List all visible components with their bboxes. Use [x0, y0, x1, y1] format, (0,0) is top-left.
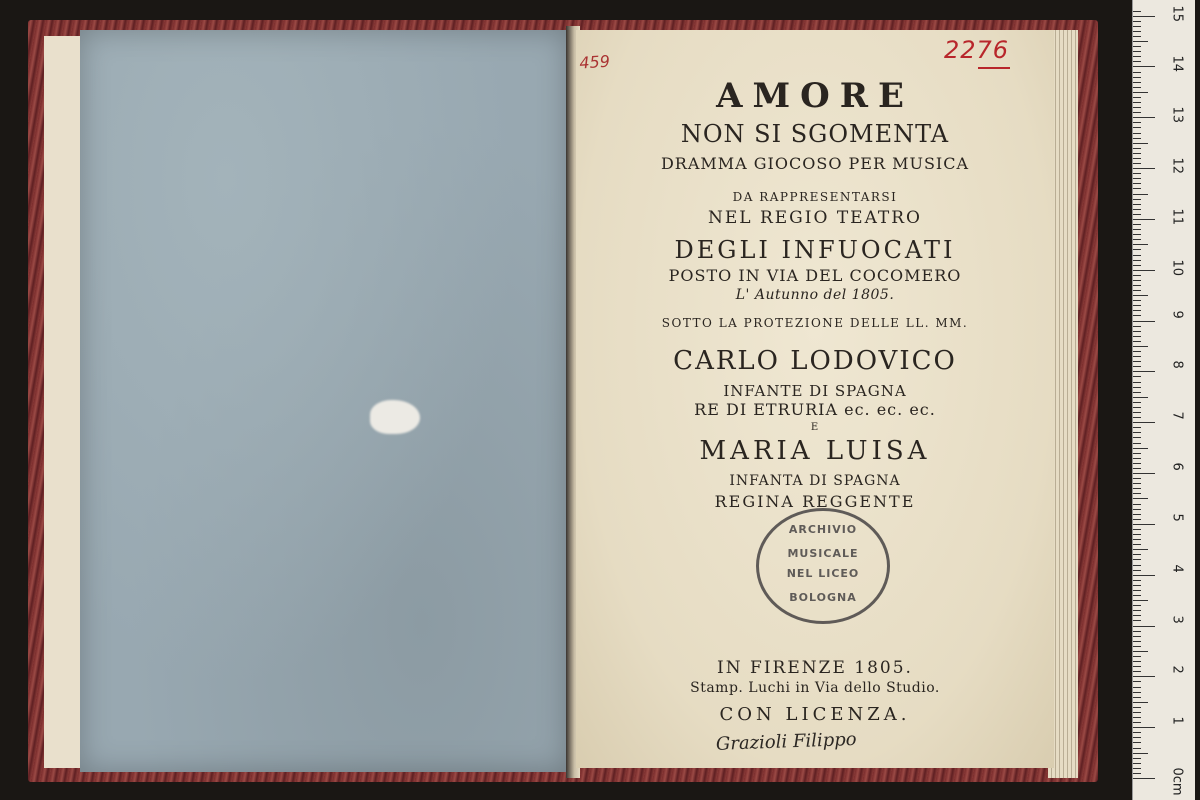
ruler-tick	[1133, 56, 1141, 57]
ruler-tick	[1133, 376, 1141, 377]
theatre-line: NEL REGIO TEATRO	[708, 208, 922, 228]
ruler-tick	[1133, 112, 1141, 113]
ruler-tick	[1133, 631, 1141, 632]
subtitle: NON SI SGOMENTA	[680, 120, 950, 148]
ruler-tick	[1133, 244, 1148, 245]
ruler-tick	[1133, 504, 1141, 505]
ruler-tick	[1133, 371, 1155, 372]
ruler-tick	[1133, 493, 1141, 494]
ruler-label: 14	[1169, 55, 1185, 73]
ruler-tick	[1133, 671, 1141, 672]
ruler-tick	[1133, 412, 1141, 413]
ruler-tick	[1133, 51, 1141, 52]
shelfmark-underline	[978, 67, 1010, 69]
stamp-line-4: BOLOGNA	[789, 591, 857, 604]
ruler-tick	[1133, 122, 1141, 123]
ruler-tick	[1133, 712, 1141, 713]
ruler-tick	[1133, 737, 1141, 738]
ruler-tick	[1133, 559, 1141, 560]
ruler-tick	[1133, 539, 1141, 540]
ruler-tick	[1133, 224, 1141, 225]
ruler-tick	[1133, 427, 1141, 428]
ruler-tick	[1133, 255, 1141, 256]
ruler-tick	[1133, 463, 1141, 464]
ruler-tick	[1133, 36, 1141, 37]
ruler-tick	[1133, 748, 1141, 749]
ruler-tick	[1133, 66, 1155, 67]
ruler-tick	[1133, 443, 1141, 444]
ruler-tick	[1133, 742, 1141, 743]
ruler-tick	[1133, 722, 1141, 723]
ruler-tick	[1133, 234, 1141, 235]
ruler-tick	[1133, 600, 1148, 601]
ruler-tick	[1133, 331, 1141, 332]
ruler-tick	[1133, 529, 1141, 530]
ruler-tick	[1133, 585, 1141, 586]
blue-paper-board	[80, 30, 568, 772]
ruler-tick	[1133, 382, 1141, 383]
ruler-tick	[1133, 651, 1148, 652]
ruler-tick	[1133, 580, 1141, 581]
ruler-tick	[1133, 72, 1141, 73]
measurement-ruler	[1132, 0, 1195, 800]
ruler-tick	[1133, 188, 1141, 189]
ruler-tick	[1133, 87, 1141, 88]
ruler-label: 6	[1169, 462, 1185, 471]
ruler-tick	[1133, 646, 1141, 647]
ruler-tick	[1133, 732, 1141, 733]
ruler-tick	[1133, 229, 1141, 230]
title: AMORE	[716, 76, 914, 116]
genre: DRAMMA GIOCOSO PER MUSICA	[660, 154, 970, 173]
ruler-tick	[1133, 315, 1141, 316]
ruler-tick	[1133, 117, 1155, 118]
ruler-tick	[1133, 595, 1141, 596]
ruler-tick	[1133, 300, 1141, 301]
ruler-tick	[1133, 605, 1141, 606]
ruler-label: 8	[1169, 360, 1185, 370]
ruler-tick	[1133, 143, 1148, 144]
ruler-label: 5	[1169, 513, 1185, 522]
ruler-tick	[1133, 321, 1155, 322]
ruler-tick	[1133, 336, 1141, 337]
ruler-tick	[1133, 488, 1141, 489]
ruler-tick	[1133, 148, 1141, 149]
ruler-tick	[1133, 554, 1141, 555]
library-stamp	[756, 508, 890, 624]
ruler-tick	[1133, 356, 1141, 357]
ruler-tick	[1133, 758, 1141, 759]
ruler-label: 0cm	[1169, 767, 1185, 796]
stamp-line-2: MUSICALE	[787, 547, 859, 560]
ruler-tick	[1133, 778, 1155, 779]
ruler-tick	[1133, 687, 1141, 688]
ruler-tick	[1133, 773, 1141, 774]
ruler-tick	[1133, 199, 1141, 200]
ruler-tick	[1133, 133, 1141, 134]
ruler-tick	[1133, 194, 1148, 195]
ruler-tick	[1133, 509, 1141, 510]
ruler-tick	[1133, 620, 1141, 621]
ruler-tick	[1133, 702, 1148, 703]
ruler-tick	[1133, 707, 1141, 708]
handwritten-signature: Grazioli Filippo	[715, 728, 857, 755]
ruler-tick	[1133, 641, 1141, 642]
queen-name: MARIA LUISA	[699, 436, 931, 466]
licence: CON LICENZA.	[719, 704, 911, 725]
ruler-label: 3	[1169, 615, 1185, 624]
stamp-line-3: NEL LICEO	[786, 567, 860, 580]
ruler-tick	[1133, 448, 1148, 449]
ruler-tick	[1133, 458, 1141, 459]
ruler-tick	[1133, 590, 1141, 591]
ruler-tick	[1133, 11, 1141, 12]
ruler-tick	[1133, 392, 1141, 393]
shelfmark-right: 2276	[944, 36, 1010, 64]
ruler-tick	[1133, 519, 1141, 520]
board-damage-spot	[370, 400, 420, 434]
ruler-tick	[1133, 260, 1141, 261]
ruler-tick	[1133, 326, 1141, 327]
ruler-tick	[1133, 717, 1141, 718]
address: POSTO IN VIA DEL COCOMERO	[668, 266, 962, 285]
ruler-tick	[1133, 290, 1141, 291]
queen-title-2: REGINA REGGENTE	[714, 492, 916, 511]
ruler-tick	[1133, 397, 1148, 398]
ruler-tick	[1133, 82, 1141, 83]
imprint-printer: Stamp. Luchi in Via dello Studio.	[690, 680, 940, 696]
ruler-label: 1	[1169, 716, 1185, 725]
ruler-tick	[1133, 107, 1141, 108]
ruler-tick	[1133, 341, 1141, 342]
ruler-label: 15	[1169, 5, 1185, 22]
ruler-tick	[1133, 478, 1141, 479]
ruler-tick	[1133, 127, 1141, 128]
ruler-tick	[1133, 697, 1141, 698]
ruler-tick	[1133, 209, 1141, 210]
ruler-tick	[1133, 138, 1141, 139]
ruler-tick	[1133, 666, 1141, 667]
ruler-tick	[1133, 361, 1141, 362]
ruler-tick	[1133, 636, 1141, 637]
ruler-tick	[1133, 473, 1155, 474]
ruler-tick	[1133, 626, 1155, 627]
ruler-tick	[1133, 681, 1141, 682]
ruler-tick	[1133, 549, 1148, 550]
ruler-tick	[1133, 275, 1141, 276]
ruler-tick	[1133, 153, 1141, 154]
ruler-tick	[1133, 46, 1141, 47]
ruler-tick	[1133, 432, 1141, 433]
ruler-tick	[1133, 498, 1148, 499]
king-title-2: RE DI ETRURIA ec. ec. ec.	[694, 400, 936, 419]
ruler-tick	[1133, 763, 1141, 764]
ruler-tick	[1133, 656, 1141, 657]
ruler-tick	[1133, 402, 1141, 403]
ruler-tick	[1133, 346, 1148, 347]
ruler-tick	[1133, 239, 1141, 240]
ruler-label: 2	[1169, 665, 1185, 675]
imprint-place: IN FIRENZE 1805.	[717, 658, 913, 678]
ruler-tick	[1133, 407, 1141, 408]
ruler-label: 4	[1169, 564, 1185, 573]
ruler-tick	[1133, 158, 1141, 159]
ruler-tick	[1133, 437, 1141, 438]
ruler-tick	[1133, 41, 1148, 42]
ruler-tick	[1133, 270, 1155, 271]
ruler-tick	[1133, 615, 1141, 616]
endpaper-margin	[44, 36, 80, 768]
ruler-tick	[1133, 514, 1141, 515]
ruler-label: 13	[1169, 106, 1185, 124]
ruler-label: 12	[1169, 157, 1185, 175]
ruler-tick	[1133, 178, 1141, 179]
ruler-tick	[1133, 753, 1148, 754]
ruler-tick	[1133, 727, 1155, 728]
ruler-tick	[1133, 183, 1141, 184]
ruler-tick	[1133, 366, 1141, 367]
king-name: CARLO LODOVICO	[673, 346, 957, 376]
ruler-tick	[1133, 661, 1141, 662]
ruler-tick	[1133, 575, 1155, 576]
ruler-tick	[1133, 310, 1141, 311]
ruler-tick	[1133, 387, 1141, 388]
ruler-tick	[1133, 219, 1155, 220]
ruler-tick	[1133, 173, 1141, 174]
ruler-tick	[1133, 544, 1141, 545]
season: L' Autunno del 1805.	[735, 287, 895, 303]
ruler-tick	[1133, 16, 1155, 17]
ruler-label: 9	[1169, 310, 1185, 319]
ruler-tick	[1133, 305, 1141, 306]
ruler-tick	[1133, 285, 1141, 286]
ruler-tick	[1133, 168, 1155, 169]
ruler-label: 7	[1169, 411, 1185, 420]
ruler-tick	[1133, 453, 1141, 454]
ruler-tick	[1133, 163, 1141, 164]
king-title-1: INFANTE DI SPAGNA	[723, 382, 907, 400]
ruler-tick	[1133, 295, 1148, 296]
conjunction: E	[810, 422, 820, 433]
da-rappresentarsi: DA RAPPRESENTARSI	[732, 190, 898, 204]
ruler-tick	[1133, 534, 1141, 535]
theatre-name: DEGLI INFUOCATI	[674, 236, 956, 264]
ruler-tick	[1133, 570, 1141, 571]
ruler-tick	[1133, 676, 1155, 677]
ruler-tick	[1133, 214, 1141, 215]
ruler-label: 11	[1169, 208, 1185, 225]
ruler-tick	[1133, 92, 1148, 93]
ruler-tick	[1133, 692, 1141, 693]
ruler-tick	[1133, 31, 1141, 32]
ruler-tick	[1133, 249, 1141, 250]
ruler-tick	[1133, 468, 1141, 469]
ruler-tick	[1133, 417, 1141, 418]
shelfmark-left: 459	[578, 51, 611, 73]
ruler-tick	[1133, 768, 1141, 769]
stamp-line-1: ARCHIVIO	[788, 523, 858, 536]
ruler-tick	[1133, 61, 1141, 62]
ruler-tick	[1133, 351, 1141, 352]
title-page	[576, 30, 1054, 768]
ruler-tick	[1133, 565, 1141, 566]
ruler-tick	[1133, 102, 1141, 103]
ruler-tick	[1133, 422, 1155, 423]
ruler-tick	[1133, 97, 1141, 98]
protection: SOTTO LA PROTEZIONE DELLE LL. MM.	[661, 316, 969, 330]
ruler-tick	[1133, 280, 1141, 281]
ruler-tick	[1133, 77, 1141, 78]
ruler-tick	[1133, 21, 1141, 22]
ruler-label: 10	[1169, 259, 1185, 276]
ruler-tick	[1133, 26, 1141, 27]
ruler-tick	[1133, 265, 1141, 266]
ruler-tick	[1133, 483, 1141, 484]
ruler-tick	[1133, 610, 1141, 611]
ruler-tick	[1133, 524, 1155, 525]
ruler-tick	[1133, 204, 1141, 205]
queen-title-1: INFANTA DI SPAGNA	[729, 473, 901, 489]
